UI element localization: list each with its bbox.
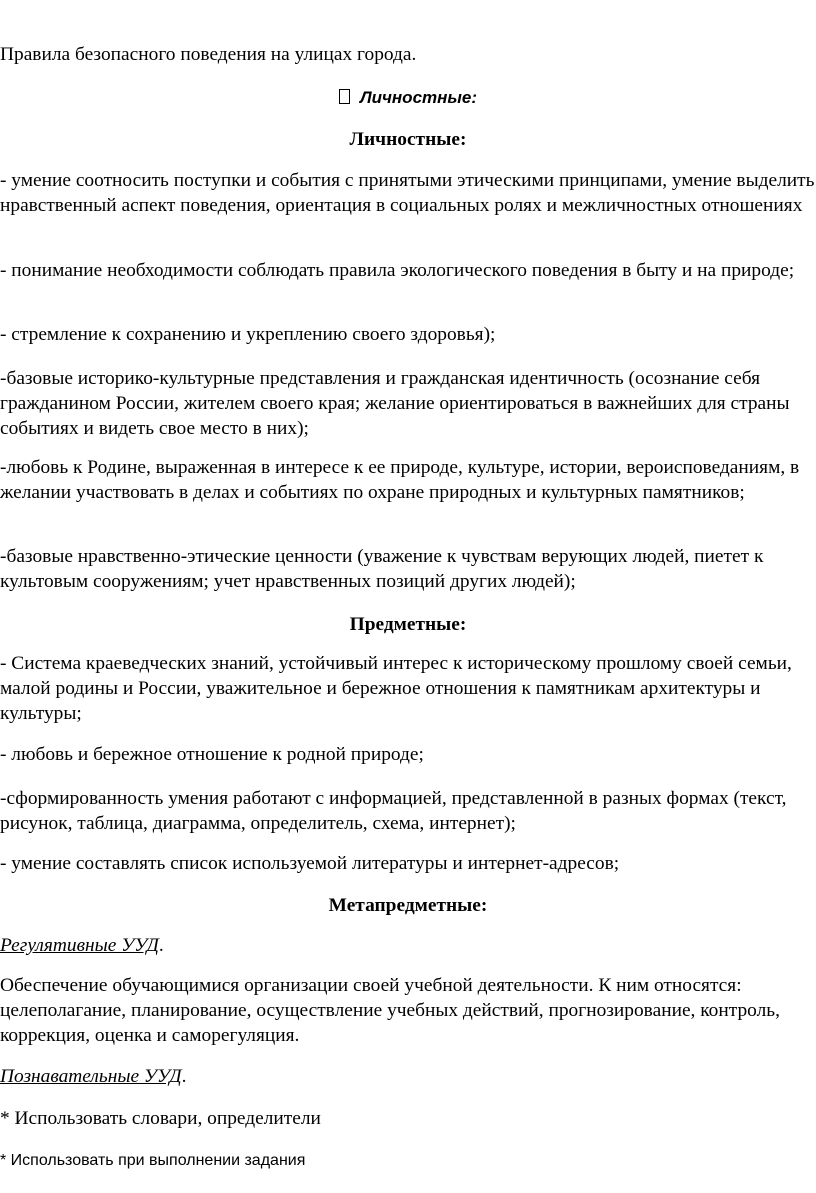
paragraph: - умение составлять список используемой литературы и интернет-адресов; — [0, 853, 620, 874]
bullet-heading — [0, 87, 816, 109]
section-heading-subject: Предметные: — [349, 614, 467, 635]
section-heading-meta: Метапредметные: — [328, 895, 488, 916]
section-heading-personal: Личностные: — [349, 129, 467, 150]
list-item: * Использовать словари, определители — [0, 1108, 321, 1129]
cognitive-uud-suffix: . — [181, 1066, 187, 1087]
regulatory-uud-label: Регулятивные УУД — [0, 935, 159, 956]
paragraph: -любовь к Родине, выраженная в интересе к ее природе, культуре, истории, вероисповеданиям, в желании участвовать в делах и событиях по охране природных и культурных памятников; — [0, 457, 800, 503]
cognitive-uud-label: Познавательные УУД — [0, 1066, 182, 1087]
paragraph: - любовь и бережное отношение к родной природе; — [0, 744, 424, 765]
list-item: * Использовать при выполнении задания — [0, 1152, 306, 1169]
document-title: Правила безопасного поведения на улицах города. — [0, 44, 417, 65]
regulatory-uud-suffix: . — [158, 935, 164, 956]
paragraph: -базовые нравственно-этические ценности (уважение к чувствам верующих людей, пиетет к культовым сооружениям; учет нравственных позиций других людей); — [0, 546, 764, 592]
paragraph: -сформированность умения работают с информацией, представленной в разных формах (текст, рисунок, таблица, диаграмма, определитель, схема, интернет); — [0, 788, 787, 834]
paragraph: - Система краеведческих знаний, устойчивый интерес к историческому прошлому своей семьи, малой родины и России, уважительное и бережное отношения к памятникам архитектуры и культуры; — [0, 653, 792, 724]
missing-glyph-icon — [339, 89, 350, 104]
paragraph: -базовые историко-культурные представления и гражданская идентичность (осознание себя гражданином России, жителем своего края; желание ориентироваться в важнейших для страны событиях и видеть свое место в них); — [0, 368, 790, 439]
bullet-heading-text: Личностные: — [359, 88, 478, 107]
paragraph: - стремление к сохранению и укреплению своего здоровья); — [0, 324, 496, 345]
paragraph: - умение соотносить поступки и события с принятыми этическими принципами, умение выделить нравственный аспект поведения, ориентация в социальных ролях и межличностных отношениях — [0, 170, 815, 216]
paragraph: - понимание необходимости соблюдать правила экологического поведения в быту и на природе; — [0, 260, 795, 281]
regulatory-uud-subheading — [0, 933, 816, 958]
cognitive-uud-subheading — [0, 1064, 816, 1089]
paragraph: Обеспечение обучающимися организации своей учебной деятельности. К ним относятся: целеполагание, планирование, осуществление учебных действий, прогнозирование, контроль, коррекция, оценка и саморегуляция. — [0, 975, 780, 1046]
